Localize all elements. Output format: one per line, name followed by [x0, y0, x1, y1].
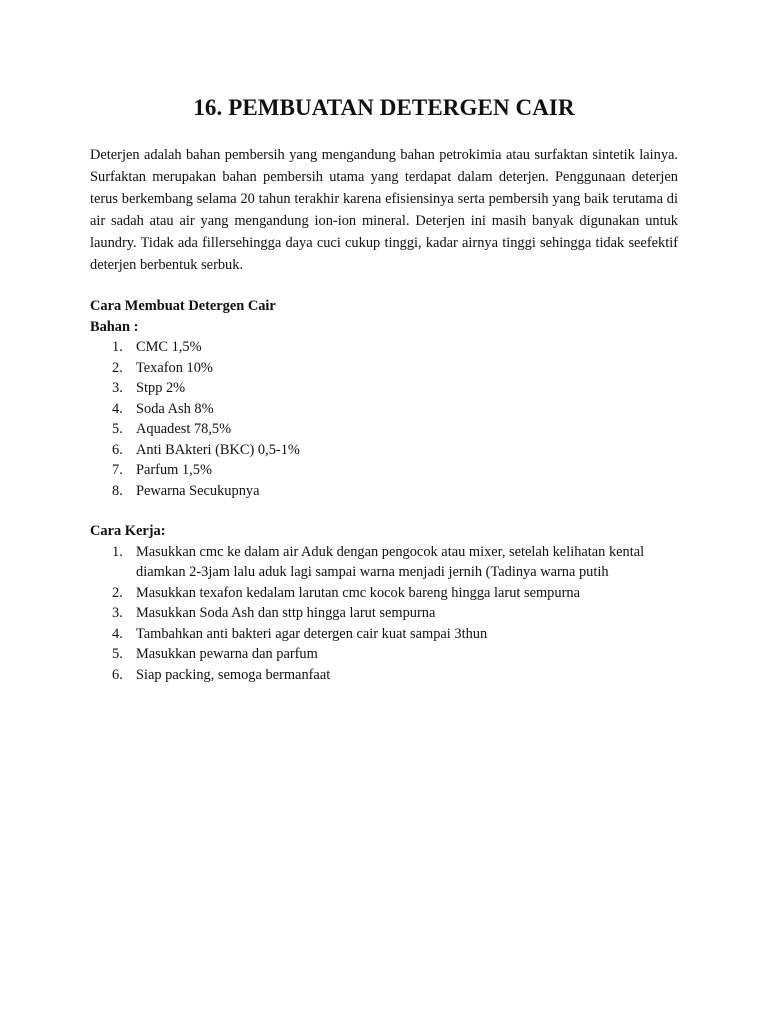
list-text: Masukkan cmc ke dalam air Aduk dengan pengocok atau mixer, setelah kelihatan kental diamkan 2-3jam lalu aduk lagi sampai warna menjadi jernih (Tadinya warna putih: [136, 543, 645, 580]
list-number: 6.: [112, 666, 123, 683]
list-text: Soda Ash 8%: [136, 400, 214, 417]
list-text: Siap packing, semoga bermanfaat: [136, 666, 331, 683]
list-item: [90, 644, 678, 665]
list-item: [90, 440, 678, 461]
spacer: [90, 276, 678, 296]
list-item: [90, 603, 678, 624]
list-item: [90, 337, 678, 358]
spacer: [90, 501, 678, 521]
list-number: 2.: [112, 359, 123, 376]
list-text: Pewarna Secukupnya: [136, 482, 260, 499]
list-number: 5.: [112, 421, 123, 437]
list-item: [90, 460, 678, 481]
list-item: [90, 378, 678, 399]
list-text: CMC 1,5%: [136, 339, 202, 355]
list-text: Aquadest 78,5%: [136, 421, 232, 437]
list-number: 3.: [112, 380, 123, 396]
ingredients-list: [90, 337, 678, 501]
ingredients-heading: Bahan :: [90, 318, 139, 335]
list-number: 1.: [112, 339, 123, 355]
list-text: Texafon 10%: [136, 359, 213, 376]
document-title: 16. PEMBUATAN DETERGEN CAIR: [193, 95, 575, 120]
list-number: 5.: [112, 646, 123, 662]
list-text: Masukkan Soda Ash dan sttp hingga larut sempurna: [136, 605, 436, 621]
list-item: [90, 624, 678, 645]
list-number: 2.: [112, 584, 123, 601]
list-item: [90, 542, 678, 583]
list-number: 8.: [112, 482, 123, 499]
method-heading: Cara Membuat Detergen Cair: [90, 298, 276, 314]
list-item: [90, 583, 678, 604]
list-item: [90, 481, 678, 502]
list-number: 4.: [112, 400, 123, 417]
list-item: [90, 419, 678, 440]
list-item: [90, 665, 678, 686]
list-text: Parfum 1,5%: [136, 462, 212, 478]
list-text: Masukkan texafon kedalam larutan cmc kocok bareng hingga larut sempurna: [136, 584, 580, 601]
list-text: Anti BAkteri (BKC) 0,5-1%: [136, 441, 300, 458]
list-number: 6.: [112, 441, 123, 458]
list-number: 7.: [112, 462, 123, 478]
list-text: Stpp 2%: [136, 380, 186, 396]
list-number: 1.: [112, 543, 123, 560]
list-item: [90, 358, 678, 379]
list-number: 4.: [112, 625, 123, 642]
list-text: Tambahkan anti bakteri agar detergen cair kuat sampai 3thun: [136, 625, 488, 642]
list-number: 3.: [112, 605, 123, 621]
list-text: Masukkan pewarna dan parfum: [136, 646, 318, 662]
steps-list: [90, 542, 678, 686]
intro-paragraph: Deterjen adalah bahan pembersih yang mengandung bahan petrokimia atau surfaktan sintetik lainya. Surfaktan merupakan bahan pembersih utama yang terdapat dalam deterjen. Penggunaan deterjen terus berkembang selama 20 tahun terakhir karena efisiensinya serta pembersih yang baik terutama di air sadah atau air yang mengandung ion-ion mineral. Deterjen ini masih banyak digunakan untuk laundry. Tidak ada fillersehingga daya cuci cukup tinggi, kadar airnya tinggi sehingga tidak seefektif deterjen berbentuk serbuk.: [90, 147, 678, 273]
list-item: [90, 399, 678, 420]
steps-heading: Cara Kerja:: [90, 523, 166, 539]
